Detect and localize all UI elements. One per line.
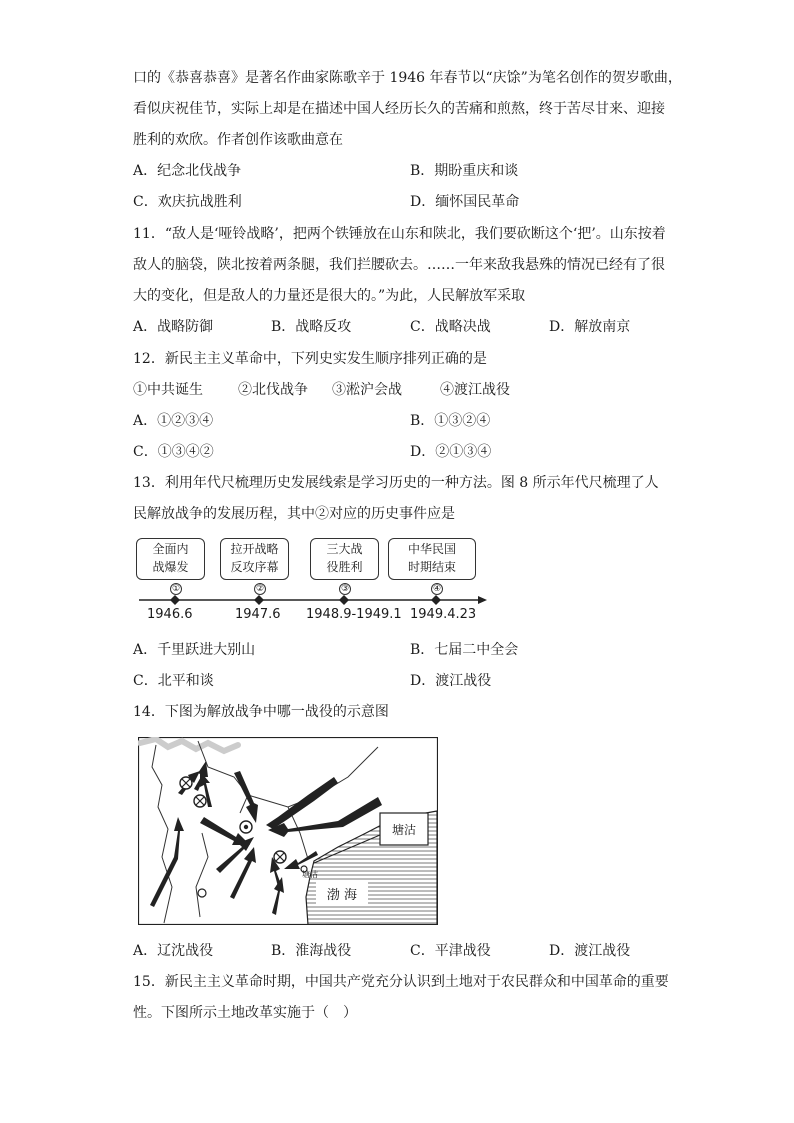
timeline-box-1-line1: 全面内 — [152, 542, 189, 556]
timeline-box-2 — [220, 538, 289, 580]
timeline-date-1: 1946.6 — [147, 607, 193, 622]
timeline-box-1-line2: 战爆发 — [152, 560, 189, 574]
timeline-marker-1: ① — [171, 584, 181, 594]
q14-option-d: D．渡江战役 — [549, 943, 631, 959]
timeline-date-4: 1949.4.23 — [410, 607, 477, 622]
timeline-box-4 — [388, 538, 476, 580]
q10-option-a: A．纪念北伐战争 — [133, 163, 242, 179]
q13-option-d: D．渡江战役 — [410, 673, 492, 689]
q15-stem-line2: 性。下图所示土地改革实施于（ ） — [133, 1005, 357, 1021]
q12-item-4: ④渡江战役 — [440, 382, 510, 398]
q11-stem-line2: 敌人的脑袋，陕北按着两条腿，我们拦腰砍去。……一年来敌我悬殊的情况已经有了很 — [133, 257, 665, 273]
timeline-marker-3: ③ — [340, 584, 350, 594]
q10-stem-line2: 看似庆祝佳节，实际上却是在描述中国人经历长久的苦痛和煎熬，终于苦尽甘来、迎接 — [133, 101, 665, 117]
q12-option-c: C．①③④② — [133, 444, 214, 460]
timeline-date-3: 1948.9-1949.1 — [306, 607, 402, 622]
q11-option-c: C．战略决战 — [410, 319, 491, 335]
q14-option-b: B．淮海战役 — [271, 943, 352, 959]
timeline-box-3 — [310, 538, 379, 580]
q12-option-d: D．②①③④ — [410, 444, 492, 460]
map-label-tanggu-small: 塘沽 — [302, 870, 318, 879]
timeline-box-3-line2: 役胜利 — [326, 560, 363, 574]
q13-option-a: A．千里跃进大别山 — [133, 642, 256, 658]
q12-item-3: ③淞沪会战 — [332, 382, 402, 398]
q12-item-2: ②北伐战争 — [238, 382, 308, 398]
q11-stem-line1: 11．“敌人是‘哑铃战略’，把两个铁锤放在山东和陕北，我们要砍断这个‘把’。山东按着 — [133, 226, 666, 242]
battle-map — [138, 737, 438, 925]
q10-stem-line3: 胜利的欢欣。作者创作该歌曲意在 — [133, 132, 343, 148]
timeline-box-2-line1: 拉开战略 — [230, 542, 279, 556]
q12-option-a: A．①②③④ — [133, 413, 214, 429]
q13-option-c: C．北平和谈 — [133, 673, 214, 689]
q12-option-b: B．①③②④ — [410, 413, 491, 429]
q10-stem-line1: 口的《恭喜恭喜》是著名作曲家陈歌辛于 1946 年春节以“庆馀”为笔名创作的贺岁歌曲， — [133, 70, 682, 86]
q11-stem-line3: 大的变化，但是敌人的力量还是很大的。”为此，人民解放军采取 — [133, 288, 526, 304]
q11-option-d: D．解放南京 — [549, 319, 631, 335]
q11-option-b: B．战略反攻 — [271, 319, 352, 335]
q13-stem-line2: 民解放战争的发展历程，其中②对应的历史事件应是 — [133, 506, 455, 522]
q12-stem-line1: 12．新民主主义革命中，下列史实发生顺序排列正确的是 — [133, 351, 487, 367]
q10-option-d: D．缅怀国民革命 — [410, 194, 520, 210]
q15-stem-line1: 15．新民主主义革命时期，中国共产党充分认识到土地对于农民群众和中国革命的重要 — [133, 974, 669, 990]
timeline-marker-4: ④ — [432, 584, 442, 594]
timeline-box-4-line1: 中华民国 — [407, 542, 456, 556]
q13-stem-line1: 13．利用年代尺梳理历史发展线索是学习历史的一种方法。图 8 所示年代尺梳理了人 — [133, 475, 659, 491]
timeline-marker-2: ② — [255, 584, 265, 594]
timeline-date-2: 1947.6 — [235, 607, 281, 622]
q14-stem-line1: 14．下图为解放战争中哪一战役的示意图 — [133, 704, 389, 720]
map-label-tanggu: 塘沽 — [391, 823, 417, 837]
q12-item-1: ①中共诞生 — [133, 382, 203, 398]
q11-option-a: A．战略防御 — [133, 319, 214, 335]
timeline-box-2-line2: 反攻序幕 — [230, 560, 279, 574]
map-label-bohai: 渤 海 — [326, 888, 358, 903]
q14-option-a: A．辽沈战役 — [133, 943, 214, 959]
q10-option-b: B．期盼重庆和谈 — [410, 163, 519, 179]
q13-option-b: B．七届二中全会 — [410, 642, 519, 658]
timeline-box-3-line1: 三大战 — [326, 542, 363, 556]
q10-option-c: C．欢庆抗战胜利 — [133, 194, 242, 210]
q14-option-c: C．平津战役 — [410, 943, 491, 959]
timeline-axis — [135, 593, 490, 607]
timeline-box-4-line2: 时期结束 — [407, 560, 456, 574]
timeline-box-1 — [136, 538, 205, 580]
